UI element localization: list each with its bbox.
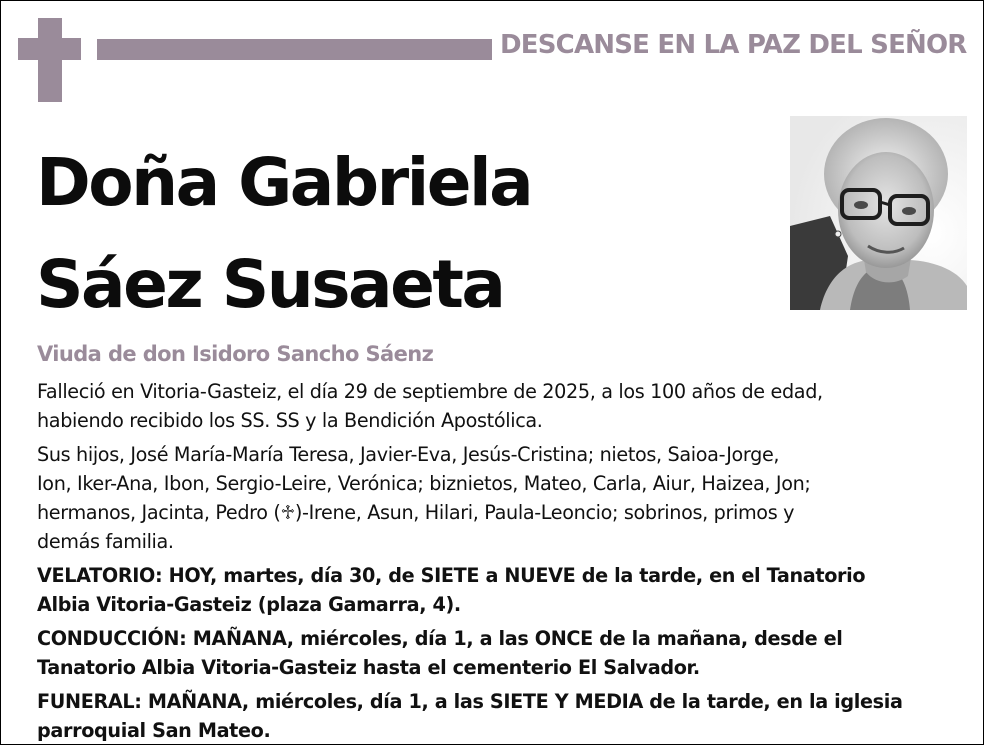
death-line-1: Falleció en Vitoria-Gasteiz, el día 29 de septiembre de 2025, a los 100 años de edad, xyxy=(37,380,823,403)
obituary-body xyxy=(37,377,972,750)
death-line-2: habiendo recibido los SS. SS y la Bendición Apostólica. xyxy=(37,409,543,432)
deceased-name-line1: Doña Gabriela xyxy=(36,144,532,221)
wake-paragraph xyxy=(37,561,972,619)
wake-line-2: Albia Vitoria-Gasteiz (plaza Gamarra, 4). xyxy=(37,593,461,616)
family-line-1: Sus hijos, José María-María Teresa, Javier-Eva, Jesús-Cristina; nietos, Saioa-Jorge, xyxy=(37,443,780,466)
procession-line-1: CONDUCCIÓN: MAÑANA, miércoles, día 1, a las ONCE de la mañana, desde el xyxy=(37,627,843,650)
deceased-name-line2: Sáez Susaeta xyxy=(36,246,504,323)
funeral-line-1: FUNERAL: MAÑANA, miércoles, día 1, a las SIETE Y MEDIA de la tarde, en la iglesia xyxy=(37,690,903,713)
wake-line-1: VELATORIO: HOY, martes, día 30, de SIETE a NUEVE de la tarde, en el Tanatorio xyxy=(37,564,866,587)
header-divider-bar xyxy=(97,39,492,60)
deceased-name xyxy=(36,132,531,336)
procession-paragraph xyxy=(37,624,972,682)
death-paragraph xyxy=(37,377,972,435)
family-line-2: Ion, Iker-Ana, Ibon, Sergio-Leire, Verónica; biznietos, Mateo, Carla, Aiur, Haizea, Jon; xyxy=(37,472,811,495)
procession-line-2: Tanatorio Albia Vitoria-Gasteiz hasta el cementerio El Salvador. xyxy=(37,656,700,679)
funeral-line-2: parroquial San Mateo. xyxy=(37,719,271,742)
funeral-paragraph xyxy=(37,687,972,745)
portrait-image xyxy=(790,116,967,310)
portrait-photo xyxy=(790,116,967,310)
family-paragraph xyxy=(37,440,972,556)
header-title: DESCANSE EN LA PAZ DEL SEÑOR xyxy=(500,30,967,60)
family-line-4: demás familia. xyxy=(37,530,174,553)
widow-of-line: Viuda de don Isidoro Sancho Sáenz xyxy=(37,342,434,366)
family-line-3: hermanos, Jacinta, Pedro (♱)-Irene, Asun, Hilari, Paula-Leoncio; sobrinos, primos y xyxy=(37,501,795,524)
